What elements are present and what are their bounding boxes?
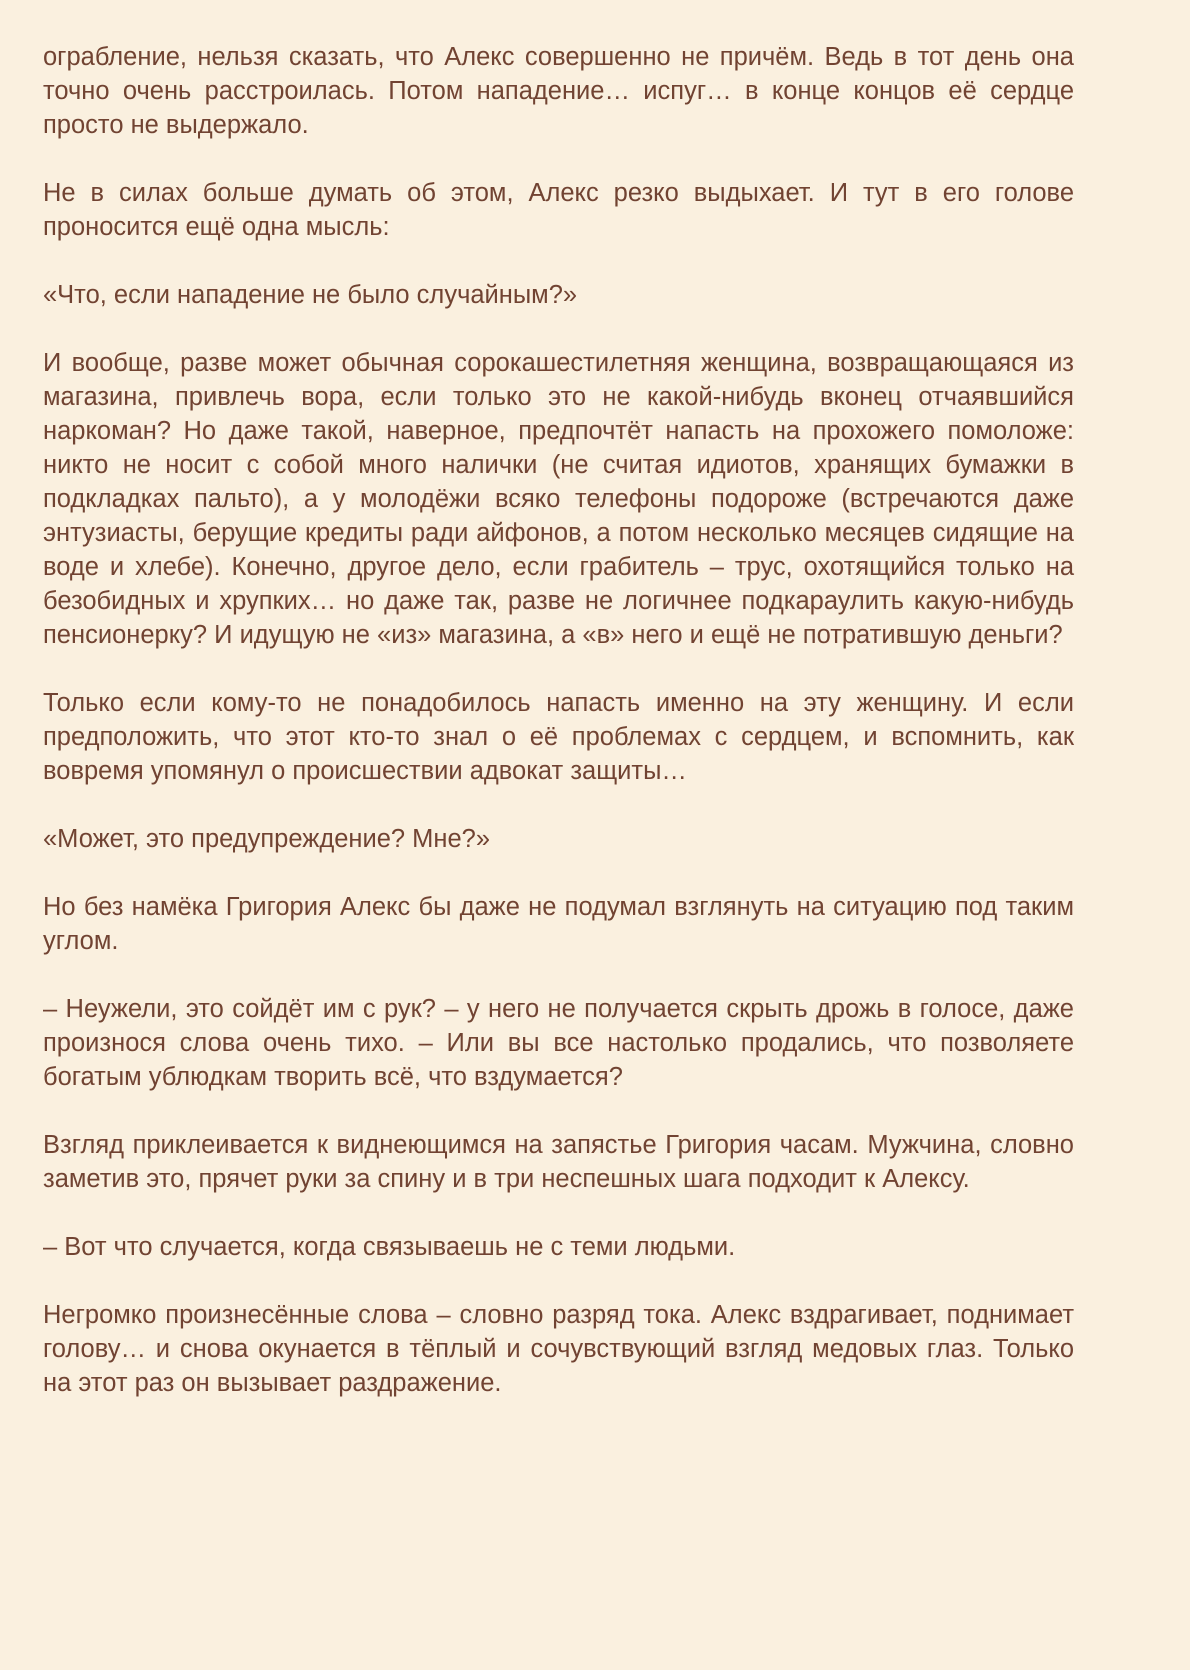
paragraph-warning-thought: «Может, это предупреждение? Мне?» — [43, 825, 491, 853]
paragraph-inner-question: «Что, если нападение не было случайным?» — [43, 281, 578, 309]
paragraph-dialogue-grigory: – Вот что случается, когда связываешь не с теми людьми. — [43, 1233, 736, 1261]
paragraph-dialogue-alex: – Неужели, это сойдёт им с рук? – у него не получается скрыть дрожь в голосе, даже произнося слова очень тихо. – Или вы все настолько продались, что позволяете богатым ублюдкам творить всё, что вздумается? — [43, 995, 1074, 1091]
paragraph-reaction: Негромко произнесённые слова – словно разряд тока. Алекс вздрагивает, поднимает голову… и снова окунается в тёплый и сочувствующий взгляд медовых глаз. Только на этот раз он вызывает раздражение. — [43, 1301, 1074, 1397]
paragraph-suspicion: Только если кому-то не понадобилось напасть именно на эту женщину. И если предположить, что этот кто-то знал о её проблемах с сердцем, и вспомнить, как вовремя упомянул о происшествии адвокат защиты… — [43, 689, 1074, 785]
paragraph-exhale: Не в силах больше думать об этом, Алекс резко выдыхает. И тут в его голове проносится ещё одна мысль: — [43, 179, 1074, 241]
paragraph-robbery-thought: ограбление, нельзя сказать, что Алекс совершенно не причём. Ведь в тот день она точно очень расстроилась. Потом нападение… испуг… в конце концов её сердце просто не выдержало. — [43, 43, 1074, 139]
paragraph-reasoning: И вообще, разве может обычная сорокашестилетняя женщина, возвращающаяся из магазина, привлечь вора, если только это не какой-нибудь вконец отчаявшийся наркоман? Но даже такой, наверное, предпочтёт напасть на прохожего помоложе: никто не носит с собой много налички (не считая идиотов, хранящих бумажки в подкладках пальто), а у молодёжи всяко телефоны подороже (встречаются даже энтузиасты, берущие кредиты ради айфонов, а потом несколько месяцев сидящие на воде и хлебе). Конечно, другое дело, если грабитель – трус, охотящийся только на безобидных и хрупких… но даже так, разве не логичнее подкараулить какую-нибудь пенсионерку? И идущую не «из» магазина, а «в» него и ещё не потратившую деньги? — [43, 349, 1074, 649]
paragraph-watch: Взгляд приклеивается к виднеющимся на запястье Григория часам. Мужчина, словно заметив это, прячет руки за спину и в три неспешных шага подходит к Алексу. — [43, 1131, 1074, 1193]
paragraph-hint: Но без намёка Григория Алекс бы даже не подумал взглянуть на ситуацию под таким углом. — [43, 893, 1074, 955]
